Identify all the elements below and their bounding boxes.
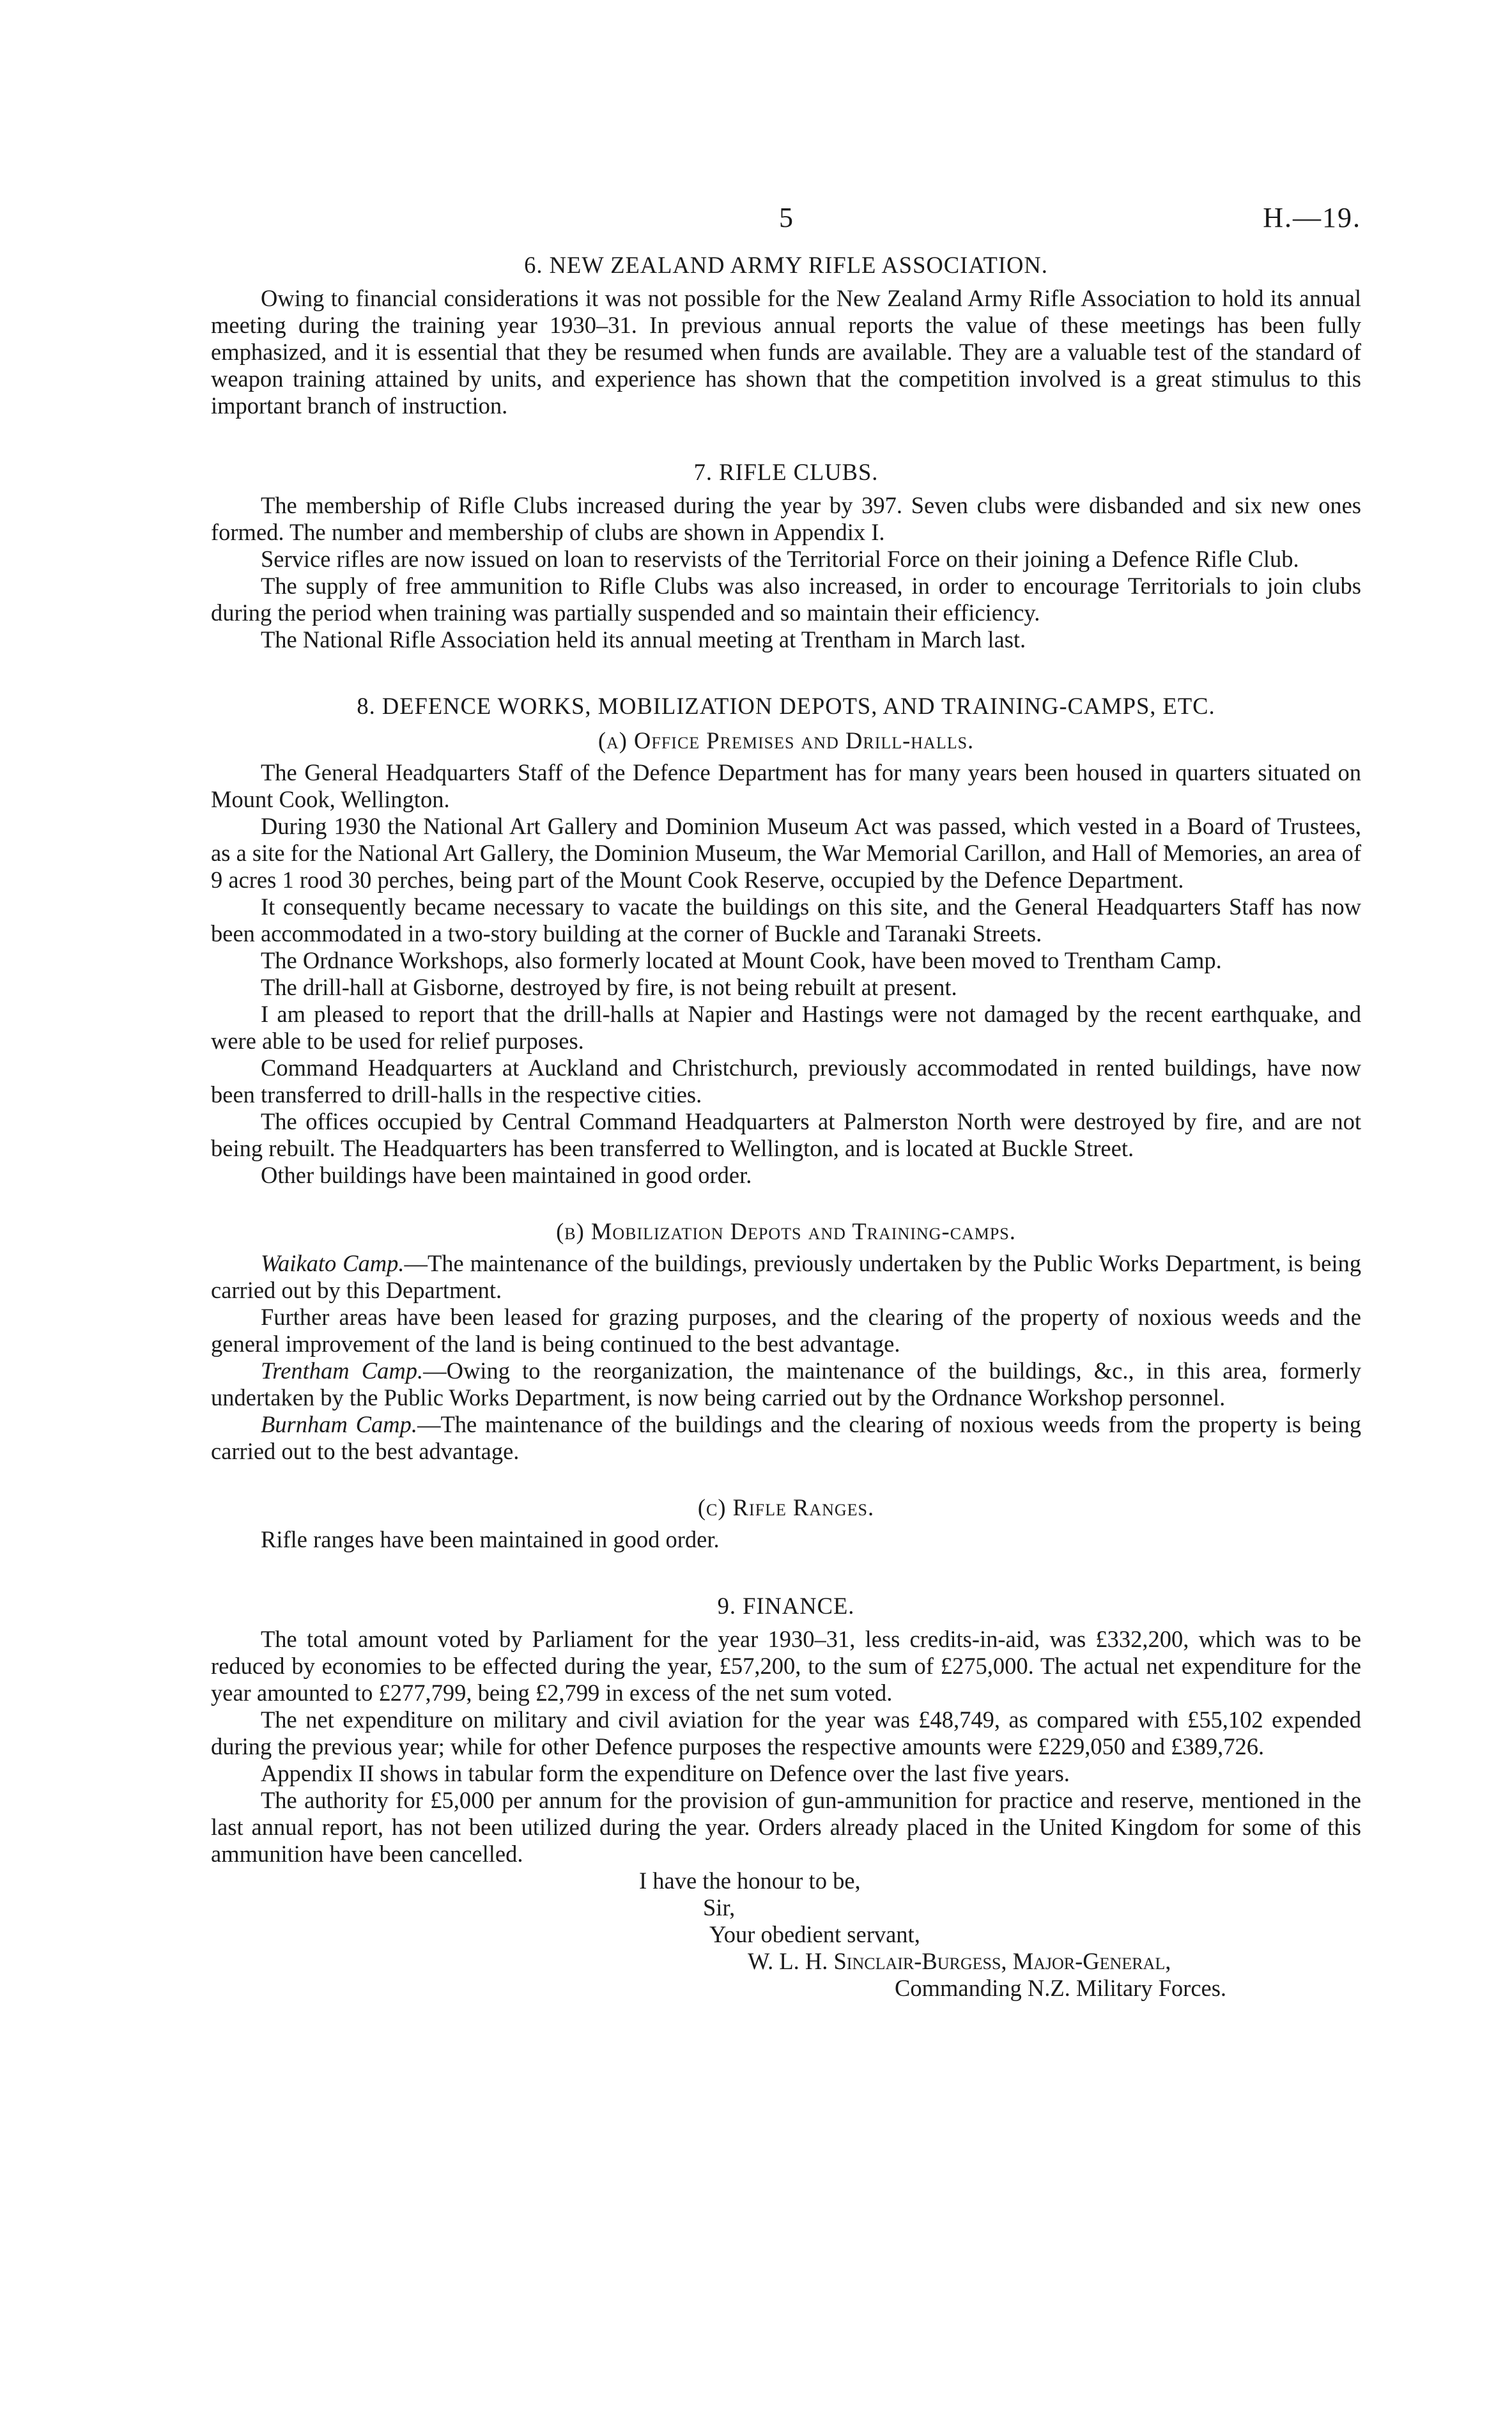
subsection-heading: (c) Rifle Ranges. [697, 1494, 875, 1520]
paragraph: The net expenditure on military and civil aviation for the year was £48,749, as compared with £55,102 expended during the previous year; while for other Defence purposes the respective amounts were £229,050 and £389,726. [211, 1706, 1361, 1759]
paragraph: The General Headquarters Staff of the Defence Department has for many years been housed in quarters situated on Mount Cook, Wellington. [211, 759, 1361, 812]
paragraph: Owing to financial considerations it was not possible for the New Zealand Army Rifle Association to hold its annual meeting during the training year 1930–31. In previous annual reports the value of these meetings has been fully emphasized, and it is essential that they be resumed when funds are available. They are a valuable test of the standard of weapon training attained by units, and experience has shown that the competition involved is a great stimulus to this important branch of instruction. [211, 285, 1361, 419]
camp-name: Waikato Camp. [261, 1250, 405, 1276]
paragraph: Service rifles are now issued on loan to reservists of the Territorial Force on their joining a Defence Rifle Club. [261, 546, 1299, 572]
paragraph: Command Headquarters at Auckland and Christchurch, previously accommodated in rented buildings, have now been transferred to drill-halls in the respective cities. [211, 1055, 1361, 1108]
paragraph [211, 1357, 1361, 1411]
paragraph-text: —Owing to the reorganization, the maintenance of the buildings, &c., in this area, formerly undertaken by the Public Works Department, is now being carried out by the Ordnance Workshop personnel. [211, 1357, 1361, 1411]
paragraph: It consequently became necessary to vacate the buildings on this site, and the General Headquarters Staff has now been accommodated in a two-story building at the corner of Buckle and Taranaki Streets. [211, 893, 1361, 947]
paragraph: Further areas have been leased for grazing purposes, and the clearing of the property of noxious weeds and the general improvement of the land is being continued to the best advantage. [211, 1304, 1361, 1357]
paragraph: The Ordnance Workshops, also formerly located at Mount Cook, have been moved to Trentham Camp. [261, 947, 1222, 973]
section-defence-works [211, 693, 1361, 1553]
section-heading: 9. FINANCE. [717, 1593, 855, 1619]
paragraph: The drill-hall at Gisborne, destroyed by fire, is not being rebuilt at present. [261, 974, 957, 1000]
camp-name: Trentham Camp. [261, 1357, 424, 1384]
paragraph: The membership of Rifle Clubs increased during the year by 397. Seven clubs were disbanded and six new ones formed. The number and membership of clubs are shown in Appendix I. [211, 492, 1361, 545]
paragraph: Other buildings have been maintained in good order. [261, 1162, 752, 1188]
section-heading: 8. DEFENCE WORKS, MOBILIZATION DEPOTS, AND TRAINING-CAMPS, ETC. [357, 693, 1215, 719]
section-heading: 7. RIFLE CLUBS. [693, 459, 879, 485]
paragraph: The authority for £5,000 per annum for the provision of gun-ammunition for practice and reserve, mentioned in the last annual report, has not been utilized during the year. Orders already placed in the United Kingdom for some of this ammunition have been cancelled. [211, 1787, 1361, 1867]
section-rifle-association [211, 252, 1361, 419]
signature: W. L. H. Sinclair-Burgess, Major-General, [748, 1948, 1171, 1974]
paragraph [211, 1411, 1361, 1465]
subsection-heading: (a) Office Premises and Drill-halls. [598, 727, 975, 754]
document-page [211, 202, 1361, 2002]
paragraph: Appendix II shows in tabular form the expenditure on Defence over the last five years. [261, 1760, 1070, 1786]
section-rifle-clubs [211, 459, 1361, 653]
paragraph: The supply of free ammunition to Rifle Clubs was also increased, in order to encourage Territorials to join clubs during the period when training was partially suspended and so maintain their efficiency. [211, 573, 1361, 626]
closing-line: Your obedient servant, [709, 1921, 920, 1947]
subsection-heading: (b) Mobilization Depots and Training-camps. [556, 1218, 1016, 1244]
paragraph-text: —The maintenance of the buildings, previously undertaken by the Public Works Department, is being carried out by this Department. [211, 1250, 1361, 1303]
paragraph: I am pleased to report that the drill-halls at Napier and Hastings were not damaged by the recent earthquake, and were able to be used for relief purposes. [211, 1001, 1361, 1054]
salutation: Sir, [703, 1894, 736, 1921]
section-heading: 6. NEW ZEALAND ARMY RIFLE ASSOCIATION. [524, 252, 1048, 278]
document-reference: H.—19. [1263, 202, 1361, 233]
section-finance [211, 1593, 1361, 1867]
page-header [211, 202, 1361, 243]
camp-name: Burnham Camp. [261, 1411, 417, 1437]
paragraph: The total amount voted by Parliament for the year 1930–31, less credits-in-aid, was £332,200, which was to be reduced by economies to be effected during the year, £57,200, to the sum of £275,000. The actual net expenditure for the year amounted to £277,799, being £2,799 in excess of the net sum voted. [211, 1626, 1361, 1706]
closing-line: I have the honour to be, [639, 1867, 861, 1894]
paragraph [211, 1250, 1361, 1304]
letter-closing [211, 1867, 1361, 2002]
page-number: 5 [779, 202, 793, 233]
paragraph-text: —The maintenance of the buildings and the clearing of noxious weeds from the property is being carried out to the best advantage. [211, 1411, 1361, 1464]
paragraph: During 1930 the National Art Gallery and Dominion Museum Act was passed, which vested in a Board of Trustees, as a site for the National Art Gallery, the Dominion Museum, the War Memorial Carillon, and Hall of Memories, an area of 9 acres 1 rood 30 perches, being part of the Mount Cook Reserve, occupied by the Defence Department. [211, 813, 1361, 893]
paragraph: The offices occupied by Central Command Headquarters at Palmerston North were destroyed by fire, and are not being rebuilt. The Headquarters has been transferred to Wellington, and is located at Buckle Street. [211, 1108, 1361, 1161]
signatory-title: Commanding N.Z. Military Forces. [895, 1975, 1227, 2001]
paragraph: Rifle ranges have been maintained in good order. [261, 1526, 720, 1552]
paragraph: The National Rifle Association held its annual meeting at Trentham in March last. [261, 626, 1026, 653]
